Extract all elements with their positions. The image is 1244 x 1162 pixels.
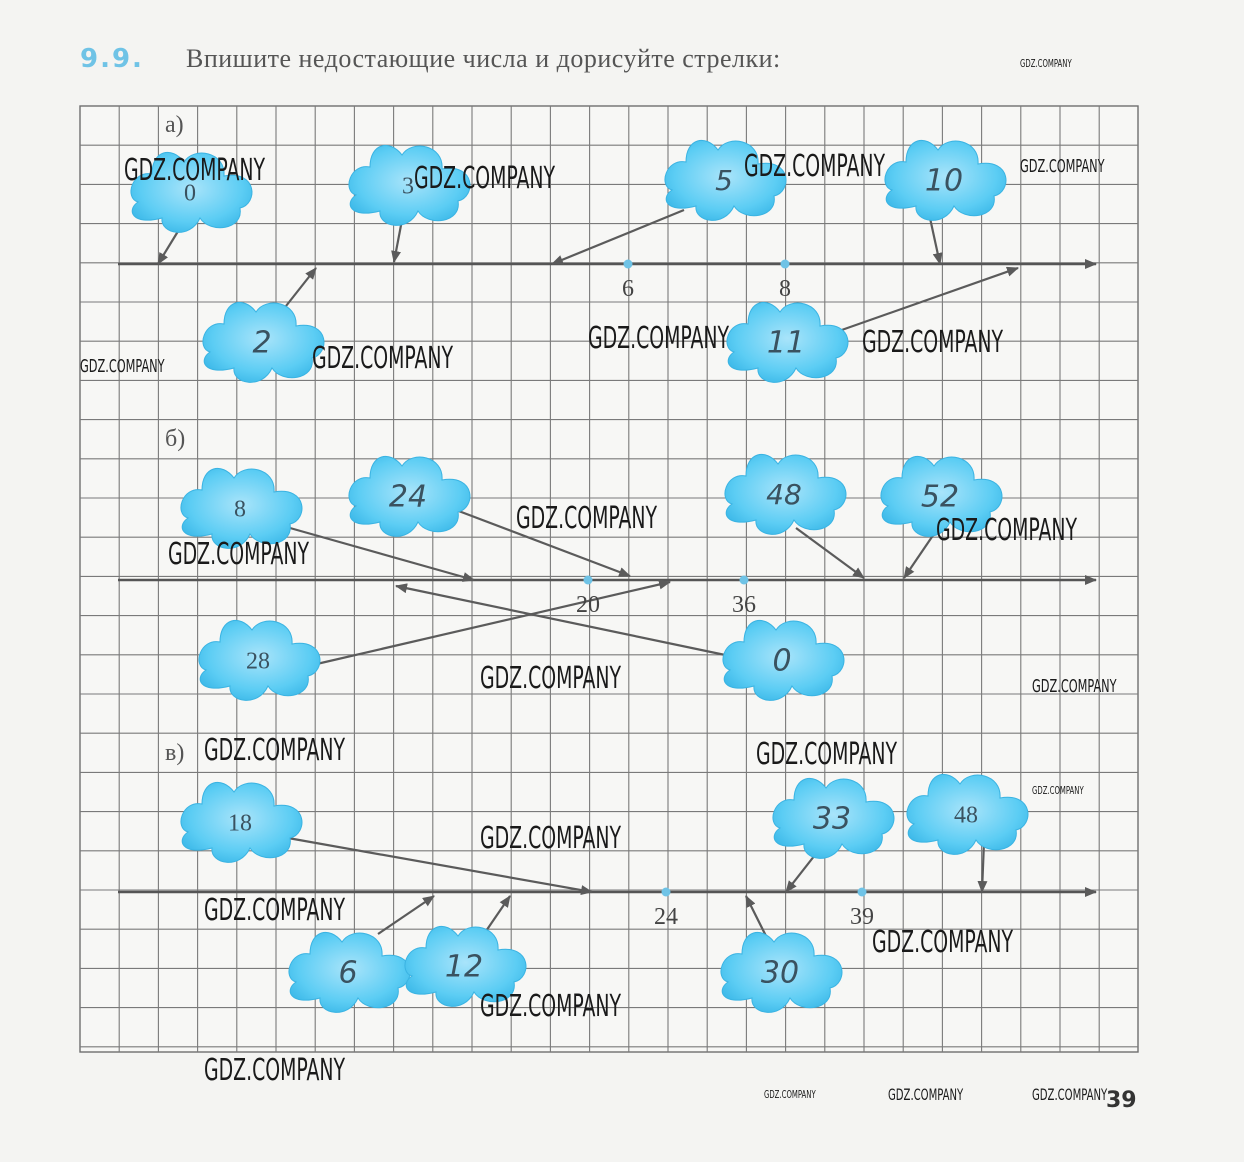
tick-dot	[584, 576, 593, 585]
cloud-number: 48	[954, 802, 978, 829]
watermark: GDZ.COMPANY	[1032, 1086, 1108, 1105]
cloud-number: 0	[184, 180, 196, 207]
watermark: GDZ.COMPANY	[1020, 57, 1072, 71]
part-label: в)	[165, 740, 185, 766]
exercise-number: 9.9.	[80, 44, 144, 74]
tick-dot	[858, 888, 867, 897]
cloud-number: 6	[338, 955, 358, 991]
watermark: GDZ.COMPANY	[1032, 675, 1117, 697]
tick-label: 8	[779, 276, 791, 302]
tick-dot	[624, 260, 633, 269]
watermark: GDZ.COMPANY	[204, 733, 346, 769]
watermark: GDZ.COMPANY	[516, 501, 658, 537]
watermark: GDZ.COMPANY	[744, 149, 886, 185]
cloud-number: 2	[252, 325, 272, 361]
tick-dot	[781, 260, 790, 269]
watermark: GDZ.COMPANY	[862, 325, 1004, 361]
cloud-number: 8	[234, 496, 246, 523]
tick-label: 6	[622, 276, 634, 302]
cloud-number: 30	[760, 955, 800, 991]
watermark: GDZ.COMPANY	[204, 893, 346, 929]
cloud-number: 33	[812, 801, 852, 837]
cloud-number: 18	[228, 810, 252, 837]
cloud-number: 10	[924, 163, 964, 199]
watermark: GDZ.COMPANY	[414, 161, 556, 197]
watermark: GDZ.COMPANY	[80, 355, 165, 377]
part-label: б)	[165, 426, 186, 452]
watermark: GDZ.COMPANY	[312, 341, 454, 377]
watermark: GDZ.COMPANY	[1032, 784, 1084, 798]
tick-dot	[740, 576, 749, 585]
tick-label: 36	[732, 592, 756, 618]
watermark: GDZ.COMPANY	[936, 513, 1078, 549]
cloud-number: 24	[388, 479, 428, 515]
cloud-number: 0	[772, 643, 792, 679]
watermark: GDZ.COMPANY	[480, 661, 622, 697]
watermark: GDZ.COMPANY	[168, 537, 310, 573]
tick-label: 39	[850, 904, 874, 930]
watermark: GDZ.COMPANY	[872, 925, 1014, 961]
cloud-number: 3	[402, 173, 414, 200]
cloud-number: 52	[920, 479, 960, 515]
cloud-number: 12	[444, 949, 484, 985]
cloud-number: 11	[766, 325, 806, 361]
watermark: GDZ.COMPANY	[888, 1086, 964, 1105]
part-label: а)	[165, 112, 184, 138]
watermark: GDZ.COMPANY	[588, 321, 730, 357]
watermark: GDZ.COMPANY	[204, 1053, 346, 1089]
cloud-number: 48	[766, 477, 802, 511]
tick-dot	[662, 888, 671, 897]
watermark: GDZ.COMPANY	[756, 737, 898, 773]
watermark: GDZ.COMPANY	[480, 989, 622, 1025]
tick-label: 20	[576, 592, 600, 618]
page-number: 39	[1106, 1088, 1137, 1113]
watermark: GDZ.COMPANY	[480, 821, 622, 857]
exercise-instruction: Впишите недостающие числа и дорисуйте стрелки:	[186, 44, 781, 73]
tick-label: 24	[654, 904, 678, 930]
watermark: GDZ.COMPANY	[124, 153, 266, 189]
watermark: GDZ.COMPANY	[1020, 155, 1105, 177]
watermark: GDZ.COMPANY	[764, 1088, 816, 1102]
cloud-number: 5	[715, 163, 733, 197]
cloud-number: 28	[246, 648, 270, 675]
